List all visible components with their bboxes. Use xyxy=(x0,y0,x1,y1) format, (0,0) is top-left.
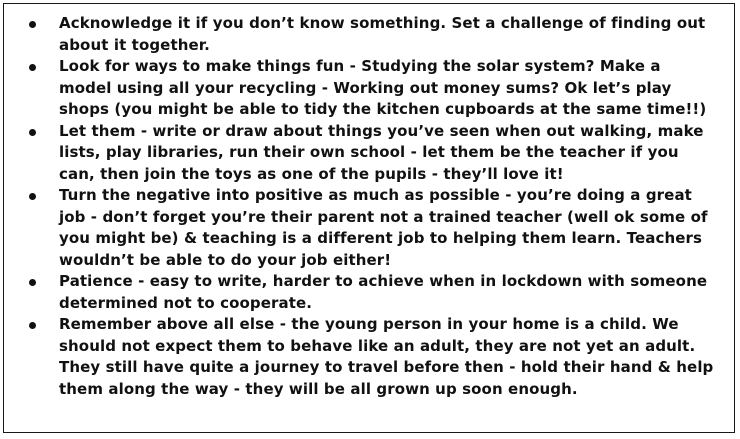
tip-text: Patience - easy to write, harder to achieve when in lockdown with someone determined not to cooperate. xyxy=(59,272,708,312)
bullet-icon xyxy=(29,129,36,136)
tip-make-fun xyxy=(4,56,736,121)
bullet-icon xyxy=(29,193,36,200)
tip-text: Acknowledge it if you don’t know something. Set a challenge of finding out about it together. xyxy=(59,14,706,54)
tips-list xyxy=(4,13,736,400)
tip-text: Let them - write or draw about things you’ve seen when out walking, make lists, play libraries, run their own school - let them be the teacher if you can, then join the toys as one of the pupils - they’ll love it! xyxy=(59,121,704,183)
bullet-icon xyxy=(29,279,36,286)
bullet-icon xyxy=(29,21,36,28)
tips-box xyxy=(3,3,735,433)
tip-text: Look for ways to make things fun - Studying the solar system? Make a model using all your recycling - Working out money sums? Ok let’s play shops (you might be able to tidy the kitchen cupboards at the same time!!) xyxy=(59,57,707,118)
bullet-icon xyxy=(29,322,36,329)
tip-text: Remember above all else - the young person in your home is a child. We should not expect them to behave like an adult, they are not yet an adult. They still have quite a journey to travel before then - hold their hand & help them along the way - they will be all grown up soon enough. xyxy=(59,315,714,398)
tip-patience xyxy=(4,271,736,314)
tip-let-them xyxy=(4,121,736,186)
tip-acknowledge xyxy=(4,13,736,56)
tip-text: Turn the negative into positive as much as possible - you’re doing a great job - don’t forget you’re their parent not a trained teacher (well ok some of you might be) & teaching is a different job to helping them learn. Teachers wouldn’t be able to do your job either! xyxy=(59,186,708,269)
bullet-icon xyxy=(29,64,36,71)
tip-turn-negative xyxy=(4,185,736,271)
tip-remember xyxy=(4,314,736,400)
